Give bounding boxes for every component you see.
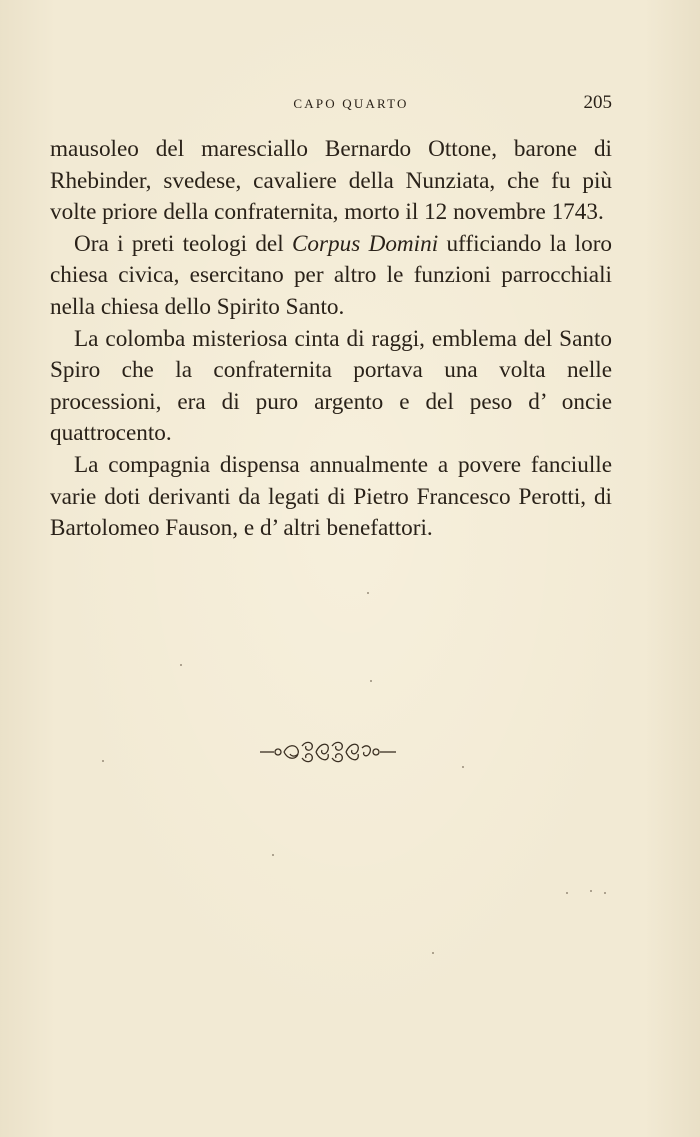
paragraph-3 <box>50 324 612 450</box>
paper-speck <box>272 854 274 856</box>
paper-speck <box>432 952 434 954</box>
page-number: 205 <box>583 92 612 113</box>
paper-speck <box>367 592 369 594</box>
paper-speck <box>102 760 104 762</box>
paper-speck <box>180 664 182 666</box>
floral-scroll-ornament-icon <box>258 736 398 768</box>
paper-speck <box>566 892 568 894</box>
body-text <box>50 134 612 545</box>
paragraph-2 <box>50 229 612 324</box>
paragraph-2-text-before: Ora i preti teologi del <box>74 230 292 257</box>
paper-speck <box>462 766 464 768</box>
paragraph-3-text: La colomba misteriosa cinta di raggi, emblema del Santo Spiro che la confraternita portava una volta nelle processioni, era di puro argento e del peso d’ oncie quattrocento. <box>50 325 612 447</box>
paragraph-4 <box>50 450 612 545</box>
paragraph-4-text: La compagnia dispensa annualmente a povere fanciulle varie doti derivanti da legati di Pietro Francesco Perotti, di Bartolomeo Fauson, e d’ altri benefattori. <box>50 451 612 542</box>
paragraph-2-italic-term: Corpus Domini <box>291 230 439 257</box>
running-head <box>50 92 612 116</box>
running-title: CAPO QUARTO <box>293 96 409 111</box>
paper-speck <box>590 890 592 892</box>
paragraph-2-text-after: ufficiando la loro chiesa civica, esercitano per altro le funzioni parrocchiali nella chiesa dello Spirito Santo. <box>50 230 613 320</box>
paragraph-1-text: mausoleo del maresciallo Bernardo Ottone, barone di Rhebinder, svedese, cavaliere della Nunziata, che fu più volte priore della confraternita, morto il 12 novembre 1743. <box>50 136 612 226</box>
paragraph-1 <box>50 134 612 229</box>
paper-speck <box>370 680 372 682</box>
paper-speck <box>604 892 606 894</box>
